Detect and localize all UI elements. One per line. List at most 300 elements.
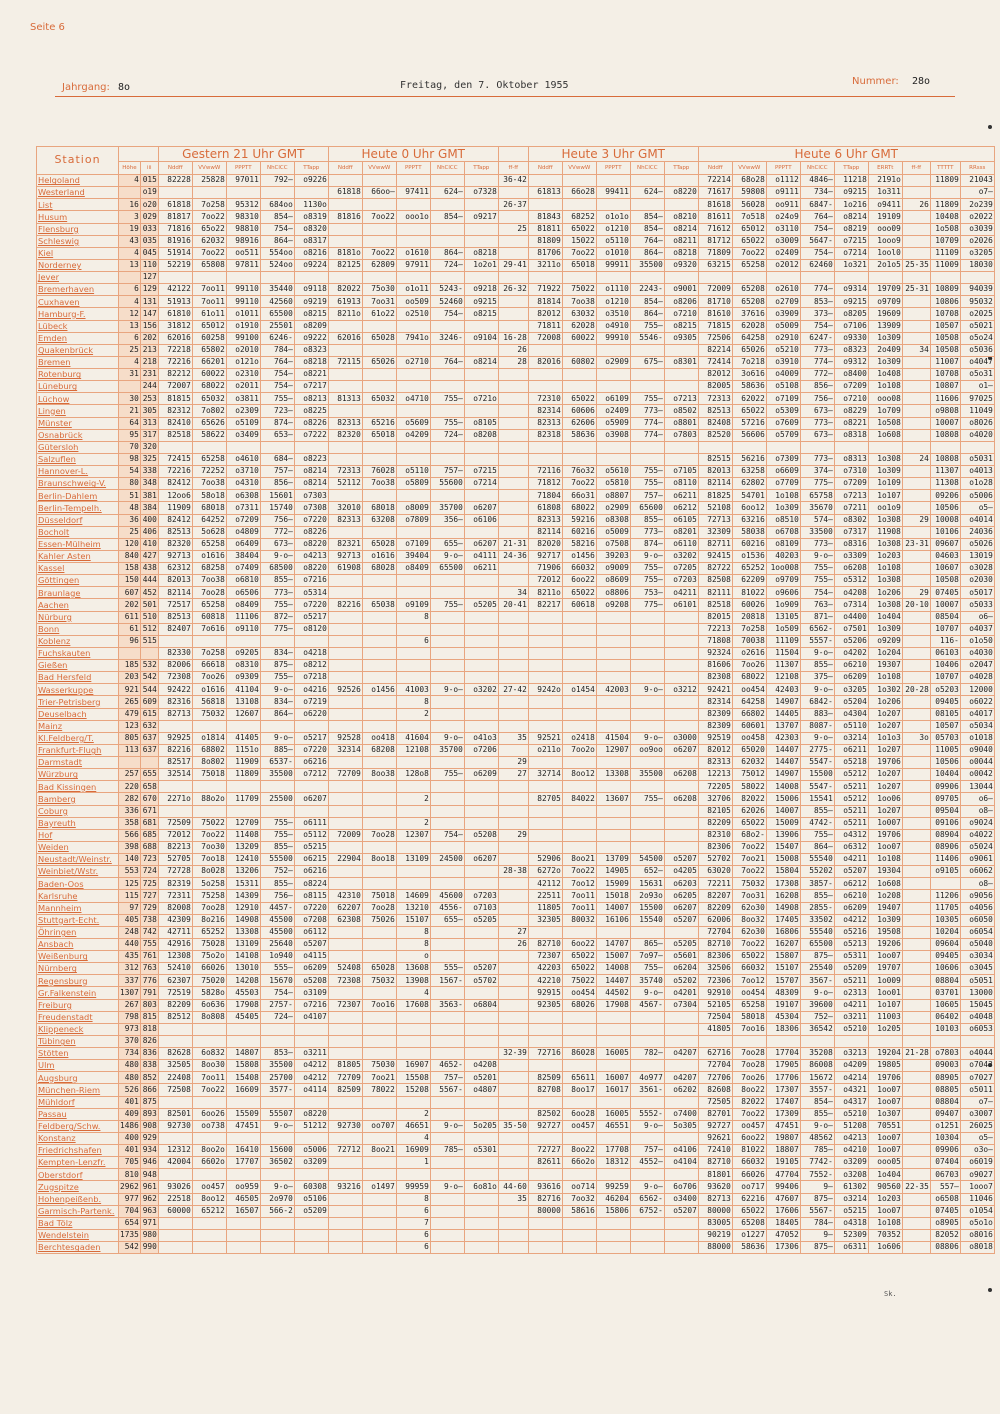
table-cell: 72213 [698,623,732,635]
table-cell: o1814 [192,732,226,744]
table-cell: 61o11 [192,308,226,320]
table-cell [562,1229,596,1241]
table-cell [362,441,396,453]
table-cell: 19807 [766,1132,800,1144]
table-cell: 320 [140,441,158,453]
table-cell [732,1035,766,1047]
table-cell [528,175,562,187]
table-cell [362,490,396,502]
table-cell: o8317 [294,235,328,247]
table-cell [498,272,528,284]
table-cell: 82412 [158,478,192,490]
table-cell: 826 [140,1035,158,1047]
table-cell [528,660,562,672]
table-cell: 19 [119,223,141,235]
subheader-cell: iii [140,162,158,175]
table-cell: 871— [800,611,834,623]
table-cell: 82320 [158,538,192,550]
table-cell: 65012 [192,320,226,332]
table-cell: 65808 [192,259,226,271]
table-row [37,1096,995,1108]
table-cell [528,647,562,659]
table-row [37,441,995,453]
table-cell: 65258 [732,999,766,1011]
table-cell [528,1060,562,1072]
table-cell [362,987,396,999]
table-row [37,914,995,926]
station-name: Lüchow [37,393,119,405]
table-cell: o3214 [834,732,868,744]
table-cell: 775— [800,478,834,490]
table-cell: 257 [119,769,141,781]
table-cell: 754— [260,381,294,393]
table-cell: 82513 [158,611,192,623]
table-cell: o8214 [834,211,868,223]
table-cell: o7106 [834,320,868,332]
table-cell [294,1229,328,1241]
table-cell: 20-10 [902,599,930,611]
table-cell: 10007 [930,417,960,429]
table-cell: 10305 [930,914,960,926]
table-cell: 729 [140,902,158,914]
table-cell [902,769,930,781]
table-cell [528,381,562,393]
table-row [37,829,995,841]
table-cell: 82313 [328,417,362,429]
table-cell: o5709 [766,429,800,441]
table-cell: o6210 [834,660,868,672]
table-cell [430,660,464,672]
table-cell: 35 [498,732,528,744]
table-cell: o6019 [960,1157,994,1169]
table-cell: o9330 [834,332,868,344]
table-cell [664,757,698,769]
table-cell: 1o508 [868,417,902,429]
table-cell: 51913 [158,296,192,308]
table-cell: 25501 [260,320,294,332]
table-cell: o5— [960,502,994,514]
table-cell: 72216 [158,466,192,478]
table-cell: 42309 [158,914,192,926]
weather-table [36,146,995,1254]
table-cell: o7203 [664,575,698,587]
table-cell: 202 [140,332,158,344]
table-cell: o6209 [834,902,868,914]
table-cell: o [396,951,430,963]
table-cell: 2o970 [260,1193,294,1205]
table-cell: 92713 [328,550,362,562]
table-cell [464,757,498,769]
table-cell: 1o309 [868,914,902,926]
table-cell: o5211 [834,817,868,829]
table-cell: o4318 [834,1217,868,1229]
table-row [37,1023,995,1035]
table-cell: o7211 [834,502,868,514]
table-cell: 76o32 [562,466,596,478]
table-cell: o6810 [226,575,260,587]
table-cell: o5609 [396,417,430,429]
table-cell: 772— [260,526,294,538]
table-cell: 282 [119,793,141,805]
table-cell [158,635,192,647]
table-cell [902,429,930,441]
table-cell [328,1205,362,1217]
table-cell: 13909 [868,320,902,332]
table-cell: 5546- [630,332,664,344]
table-cell [328,1108,362,1120]
table-cell: o0042 [960,769,994,781]
table-cell: oo509 [396,296,430,308]
table-cell: 82716 [528,1193,562,1205]
table-cell: 72704 [698,1060,732,1072]
table-cell: 72116 [528,466,562,478]
table-cell: 3857- [800,878,834,890]
table-cell: 875 [140,1096,158,1108]
table-cell [464,623,498,635]
table-cell: 62028 [732,320,766,332]
table-cell: o4044 [960,1048,994,1060]
table-cell: o9222 [294,332,328,344]
table-cell: 14007 [766,805,800,817]
table-cell: 16106 [596,914,630,926]
table-cell [158,805,192,817]
station-name: Frankfurt-Flugh [37,744,119,756]
table-cell: o8320 [294,223,328,235]
table-cell [464,647,498,659]
table-cell: 033 [140,223,158,235]
table-cell: o9118 [294,284,328,296]
table-cell: 1oo07 [868,841,902,853]
table-cell: 7oo28 [192,587,226,599]
table-row [37,259,995,271]
table-cell [328,805,362,817]
table-cell [328,369,362,381]
table-cell: 12910 [226,902,260,914]
table-cell: 855— [260,575,294,587]
table-cell [294,441,328,453]
station-name: Bayreuth [37,817,119,829]
table-cell: 82114 [528,526,562,538]
table-cell: o9320 [664,259,698,271]
table-cell: 72713 [698,514,732,526]
table-cell: 99100 [226,332,260,344]
table-row [37,793,995,805]
table-cell: 1567- [430,975,464,987]
table-cell [430,441,464,453]
table-cell: 8oo17 [562,1084,596,1096]
table-cell [498,466,528,478]
table-cell: 99411 [596,187,630,199]
table-cell: o7809 [396,514,430,526]
table-cell: 70038 [732,635,766,647]
table-cell: o2909 [596,356,630,368]
table-cell: 62209 [732,575,766,587]
table-cell: 479 [119,708,141,720]
table-cell: 78022 [362,1084,396,1096]
table-cell: o5110 [396,466,430,478]
station-name: Garmisch-Partenk. [37,1205,119,1217]
table-cell: 81916 [158,235,192,247]
table-cell: 27 [498,926,528,938]
table-cell: 7oo22 [192,247,226,259]
table-cell: 22408 [158,1072,192,1084]
table-cell: 15007 [596,951,630,963]
table-cell: 13308 [596,769,630,781]
table-cell: 1ooo9 [868,235,902,247]
table-cell: o7212 [294,769,328,781]
table-cell: 8 [396,696,430,708]
table-cell: 14807 [226,1048,260,1060]
table-cell [528,344,562,356]
table-cell: 61908 [328,563,362,575]
table-cell: 65258 [732,259,766,271]
table-cell: 11308 [930,478,960,490]
table-cell: 3o [902,732,930,744]
table-cell: 8oo18 [362,854,396,866]
table-cell: 65758 [800,490,834,502]
table-cell: 9-o— [430,1181,464,1193]
table-cell: 82313 [328,514,362,526]
station-name: Würzburg [37,769,119,781]
table-cell: o8905 [930,1217,960,1229]
table-cell: 09607 [930,538,960,550]
table-cell: o4208 [834,587,868,599]
table-cell [800,272,834,284]
table-cell: 36502 [260,1157,294,1169]
table-cell: oo457 [192,1181,226,1193]
table-cell: o1616 [192,684,226,696]
table-cell: 20818 [732,611,766,623]
table-cell [430,223,464,235]
table-cell: 670 [140,793,158,805]
table-cell: o4218 [294,647,328,659]
table-cell: 17905 [766,1060,800,1072]
table-cell: o1o1o [596,211,630,223]
table-cell: 97011 [226,175,260,187]
table-cell: 452 [140,587,158,599]
table-cell: 75o30 [362,284,396,296]
table-cell [328,878,362,890]
table-cell: 9-o— [800,987,834,999]
table-cell: 72308 [328,975,362,987]
table-cell [328,1157,362,1169]
table-cell: 7oo22 [562,478,596,490]
table-cell [328,987,362,999]
table-cell: o4211 [834,854,868,866]
table-cell: o8308 [596,514,630,526]
table-cell [528,1011,562,1023]
station-name: Bremerhaven [37,284,119,296]
table-cell: 755— [800,829,834,841]
table-cell: 25500 [260,793,294,805]
subheader-cell: PPPTT [766,162,800,175]
table-cell: 7oo11 [192,284,226,296]
station-name: Cuxhaven [37,296,119,308]
table-cell: 72709 [328,1072,362,1084]
station-name: Freudenstadt [37,1011,119,1023]
table-cell: o2310 [226,369,260,381]
table-cell: 26025 [960,1120,994,1132]
table-cell: 755— [800,563,834,575]
table-cell [698,1035,732,1047]
table-cell: 990 [140,1242,158,1254]
table-cell: 63032 [562,308,596,320]
table-cell [294,272,328,284]
table-cell: o8— [960,878,994,890]
table-cell: 97025 [960,393,994,405]
table-cell: 14405 [766,708,800,720]
table-cell: 37616 [732,308,766,320]
table-cell: 2962 [119,1181,141,1193]
table-cell [396,841,430,853]
table-cell [464,235,498,247]
table-cell: o5006 [294,1145,328,1157]
table-cell: o4212 [294,1060,328,1072]
table-cell [362,938,396,950]
table-cell [902,963,930,975]
table-cell [868,1035,902,1047]
table-cell: 65208 [732,1217,766,1229]
footer-note: Sk. [884,1290,897,1298]
table-cell: 64252 [192,514,226,526]
table-cell: 14908 [226,914,260,926]
table-cell: o1251 [930,1120,960,1132]
table-cell: o2616 [732,647,766,659]
table-cell: o4107 [294,1011,328,1023]
table-cell [498,951,528,963]
table-cell [226,1242,260,1254]
table-cell [698,272,732,284]
table-cell: 19105 [766,1157,800,1169]
station-name: Lingen [37,405,119,417]
table-cell: 09206 [930,490,960,502]
table-cell: o2313 [834,987,868,999]
table-cell [430,199,464,211]
table-cell: 45405 [226,1011,260,1023]
table-cell: o4205 [664,866,698,878]
table-cell: 15806 [596,1205,630,1217]
table-cell: o8220 [294,538,328,550]
table-cell: 1o206 [868,696,902,708]
table-cell [528,453,562,465]
table-cell: 7oo26 [192,672,226,684]
table-cell [430,1205,464,1217]
table-row [37,417,995,429]
station-name: Nürburg [37,611,119,623]
table-cell: o3202 [664,550,698,562]
table-cell: o6202 [664,1084,698,1096]
table-cell: 1oo07 [868,1096,902,1108]
table-cell: 1oo07 [868,1205,902,1217]
table-cell: 384 [140,502,158,514]
table-row [37,757,995,769]
subheader-cell: NhClCC [630,162,664,175]
table-cell: o7328 [464,187,498,199]
table-cell: o6207 [464,854,498,866]
table-cell [562,272,596,284]
table-cell [430,1193,464,1205]
table-cell: 1oo07 [868,1084,902,1096]
table-cell: 110 [140,259,158,271]
table-cell: 854— [800,1096,834,1108]
table-cell: 12000 [960,684,994,696]
table-row [37,405,995,417]
table-cell: 92713 [158,550,192,562]
table-cell [498,1157,528,1169]
table-cell: 65022 [562,951,596,963]
table-cell: 82314 [698,696,732,708]
table-cell: o8026 [960,417,994,429]
table-cell [562,1169,596,1181]
table-cell: 19204 [868,1048,902,1060]
table-row [37,1205,995,1217]
table-cell: 1o509 [766,623,800,635]
table-cell [630,805,664,817]
table-cell: o20 [140,199,158,211]
table-cell: 14008 [766,781,800,793]
table-cell [562,441,596,453]
table-cell: 755 [140,938,158,950]
table-cell: o2012 [766,259,800,271]
table-cell: 704 [119,1205,141,1217]
table-cell [464,951,498,963]
table-cell: 65252 [732,563,766,575]
table-cell: o4202 [834,647,868,659]
table-cell: 4 [119,247,141,259]
table-cell: o1456 [362,684,396,696]
table-cell: 17307 [766,1084,800,1096]
table-cell: o7803 [664,429,698,441]
table-cell: 65258 [192,599,226,611]
table-cell [528,1242,562,1254]
table-cell: 61818 [158,199,192,211]
table-cell [158,1169,192,1181]
table-cell [464,175,498,187]
table-cell: 35700 [430,744,464,756]
table-cell: 82713 [698,1193,732,1205]
table-cell: 82711 [698,538,732,550]
table-cell [362,272,396,284]
table-cell: o9040 [960,744,994,756]
table-cell: 25700 [260,1072,294,1084]
table-cell [294,1132,328,1144]
table-cell: 17407 [766,1096,800,1108]
table-cell: 14208 [226,975,260,987]
table-cell: 637 [140,732,158,744]
table-row [37,502,995,514]
table-cell: 764— [630,235,664,247]
table-cell: 65028 [362,538,396,550]
table-cell [902,841,930,853]
station-name: Hamburg-F. [37,308,119,320]
table-cell: 52219 [158,259,192,271]
table-cell: 15740 [260,502,294,514]
table-cell: o7308 [294,502,328,514]
table-row [37,1157,995,1169]
table-cell: o8220 [664,187,698,199]
table-cell: 785— [430,1145,464,1157]
table-cell: 71811 [528,320,562,332]
table-cell [630,1242,664,1254]
table-cell: 855— [800,805,834,817]
table-cell: 11809 [226,769,260,781]
table-cell: o8220 [294,1108,328,1120]
table-cell: 755— [430,769,464,781]
table-cell: o3211 [294,1048,328,1060]
table-cell: 11218 [834,175,868,187]
table-cell: 9-o— [430,1120,464,1132]
table-cell [430,1169,464,1181]
